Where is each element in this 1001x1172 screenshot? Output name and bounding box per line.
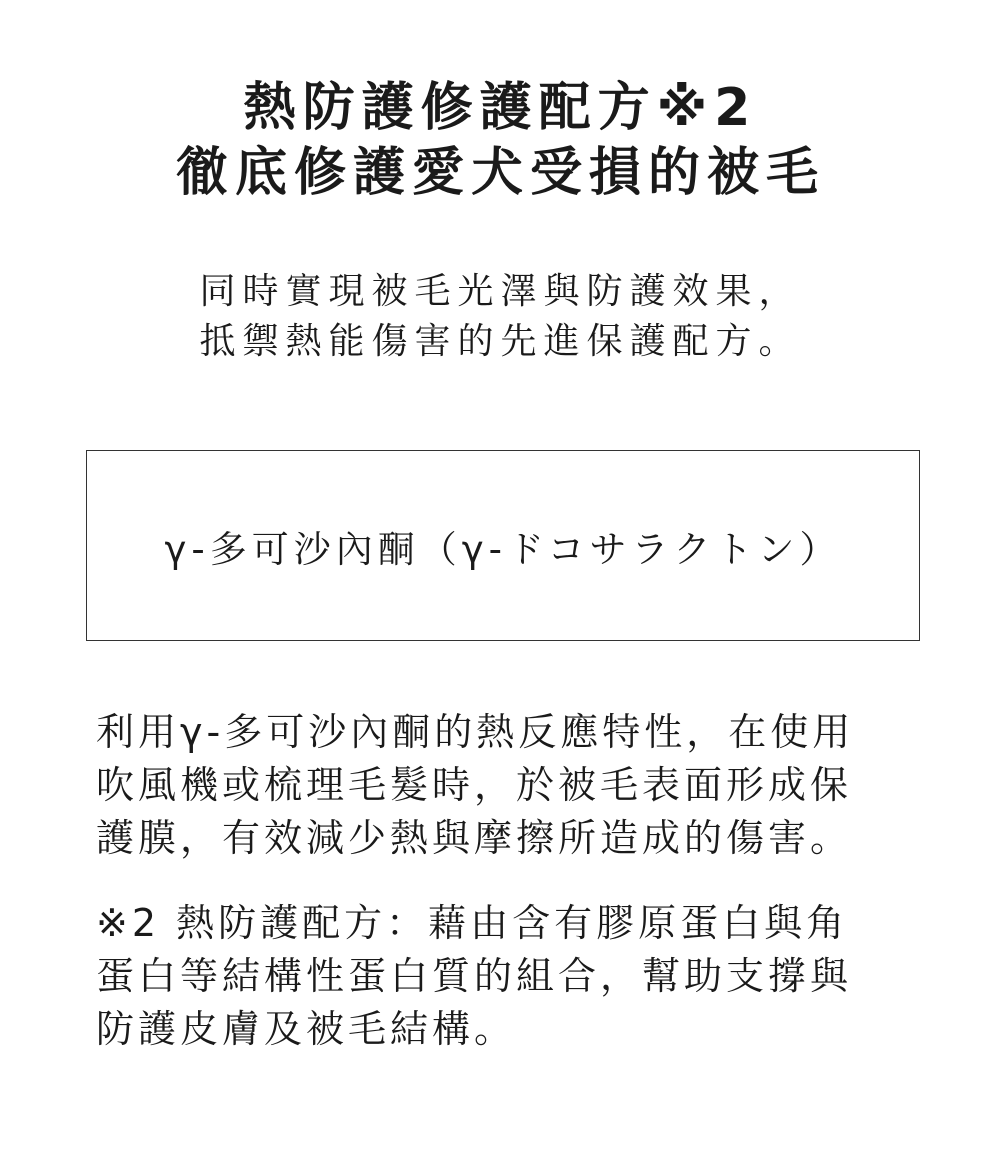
ingredient-box <box>86 450 920 641</box>
subheading-line-2: 抵禦熱能傷害的先進保護配方。 <box>199 321 802 362</box>
ingredient-name: γ-多可沙內酮（γ-ドコサラクトン） <box>164 527 842 571</box>
description-line: 吹風機或梳理毛髮時，於被毛表面形成保 <box>96 763 853 807</box>
footnote-paragraph <box>96 897 916 1056</box>
subheading-line-1: 同時實現被毛光澤與防護效果， <box>199 271 802 312</box>
footnote-line: ※2 熱防護配方：藉由含有膠原蛋白與角 <box>96 901 849 945</box>
heading-line-2: 徹底修護愛犬受損的被毛 <box>175 143 825 203</box>
description-line: 利用γ-多可沙內酮的熱反應特性，在使用 <box>96 710 855 754</box>
heading-line-1: 熱防護修護配方※2 <box>243 78 758 138</box>
footnote-line: 防護皮膚及被毛結構。 <box>96 1007 517 1051</box>
description-line: 護膜，有效減少熱與摩擦所造成的傷害。 <box>96 816 853 860</box>
footnote-line: 蛋白等結構性蛋白質的組合，幫助支撐與 <box>96 954 853 998</box>
description-paragraph <box>96 706 916 865</box>
